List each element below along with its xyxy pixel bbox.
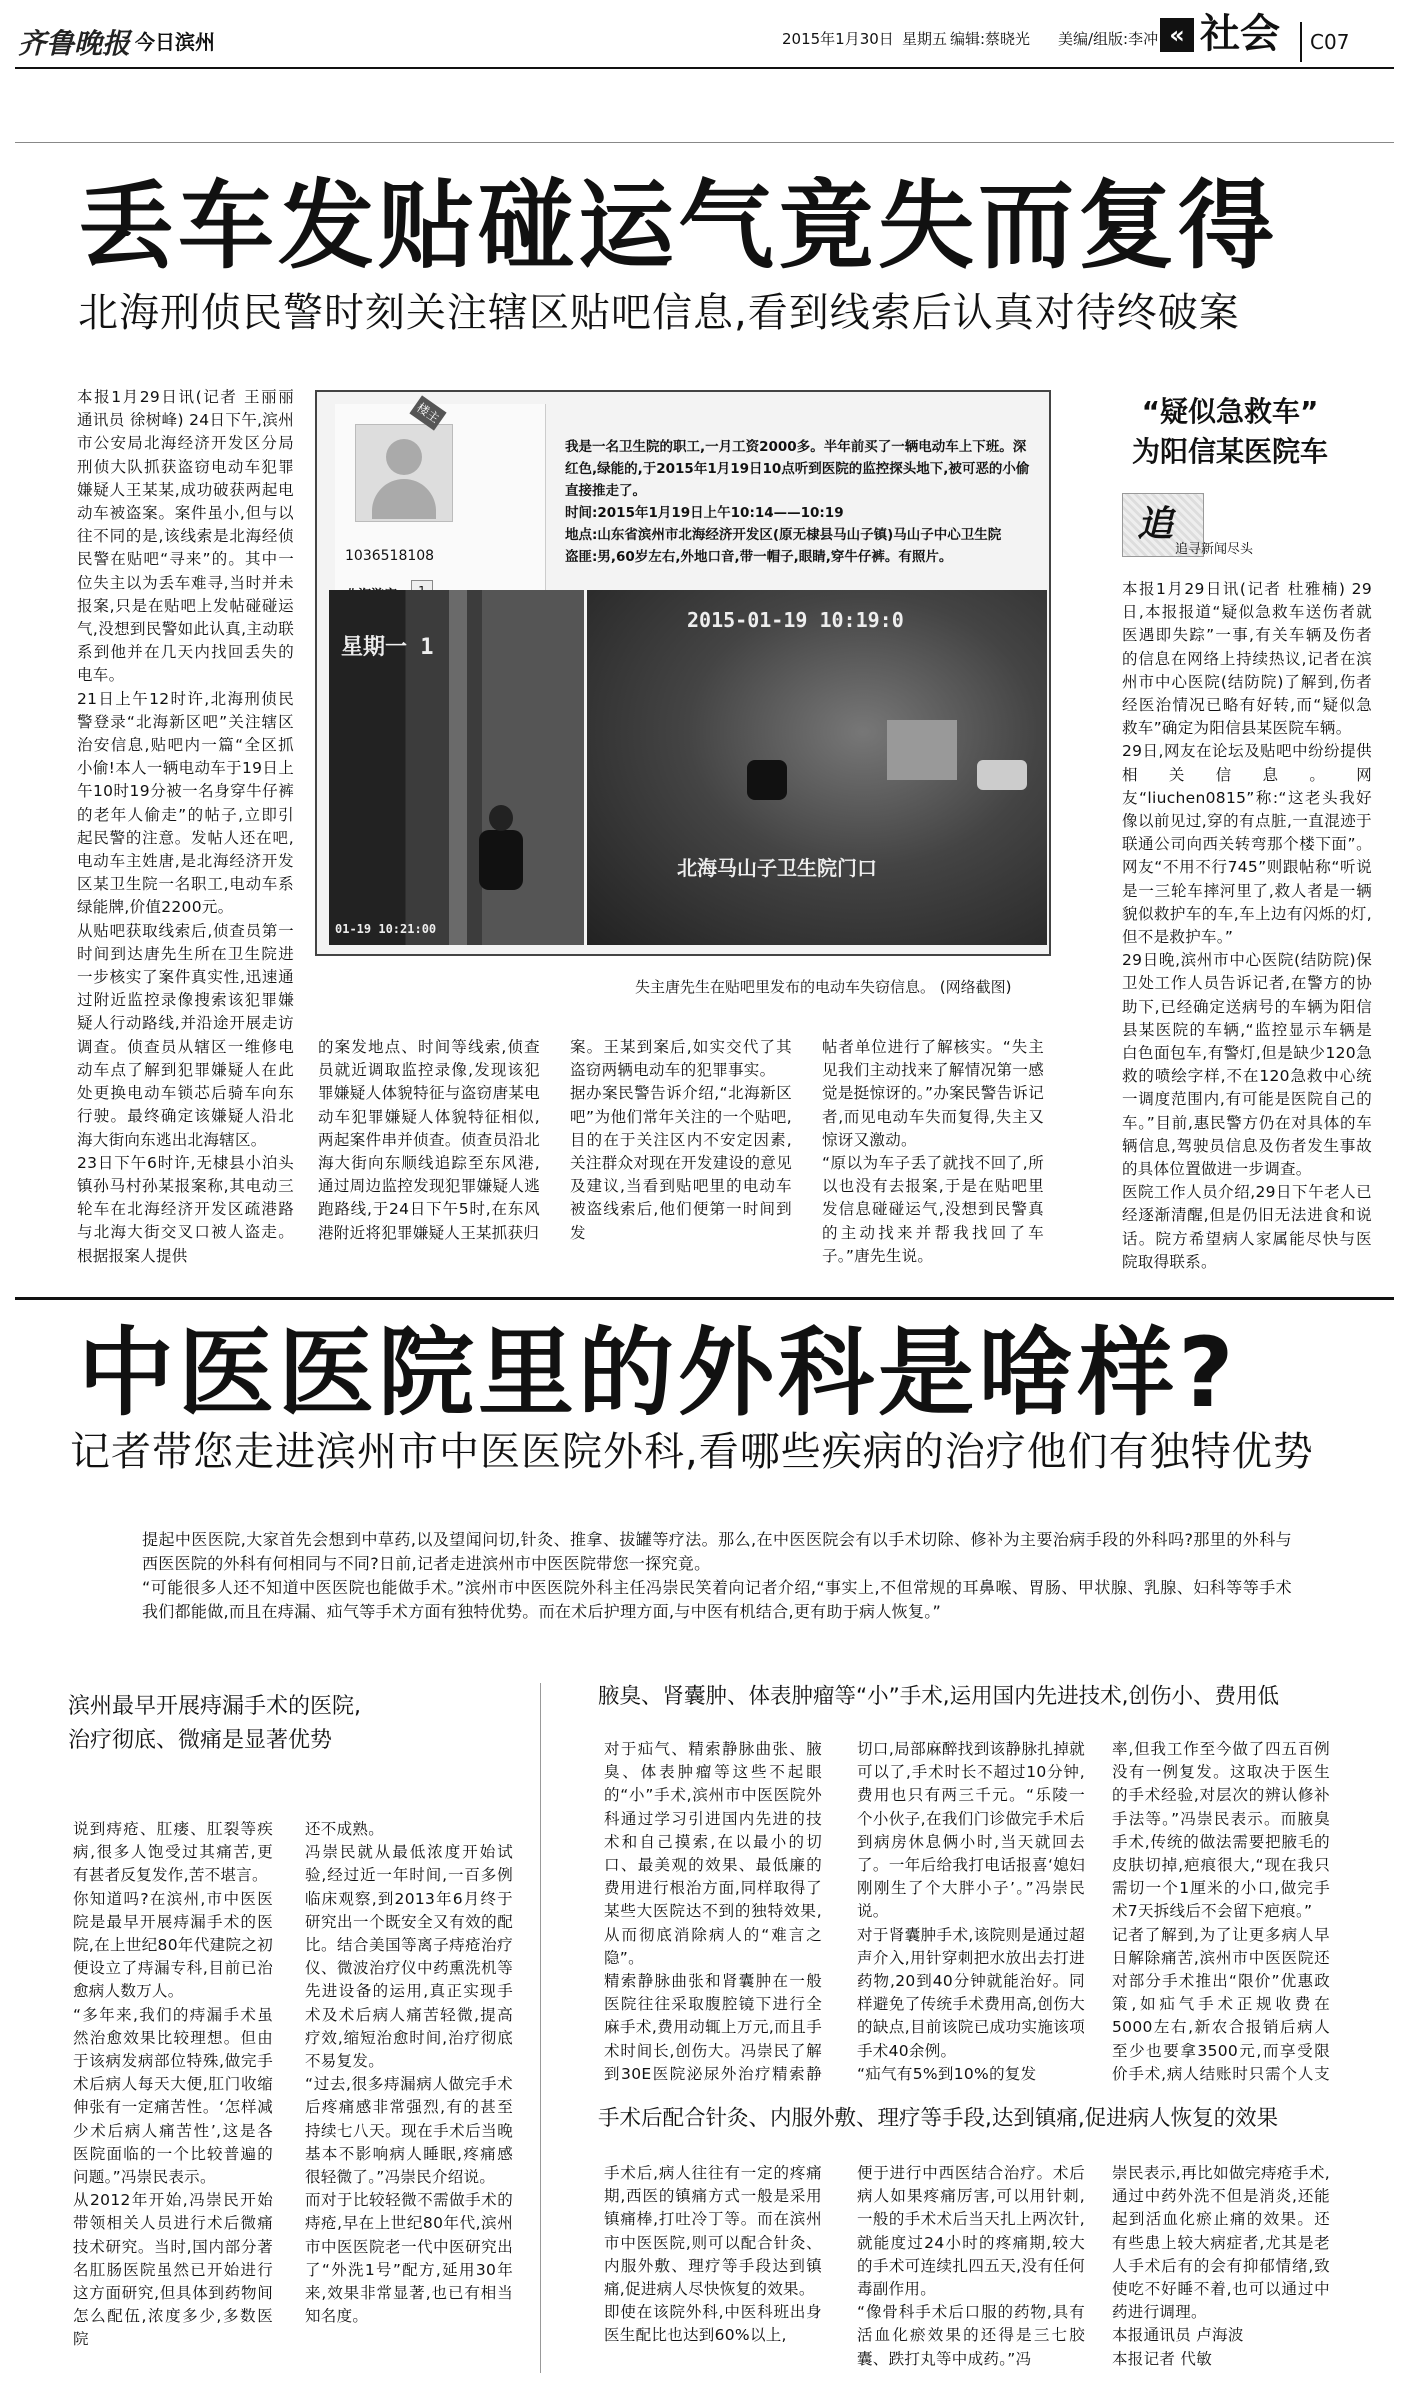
photo-caption: 失主唐先生在贴吧里发布的电动车失窃信息。 (网络截图): [635, 978, 1012, 996]
avatar-body-icon: [372, 479, 436, 519]
section-a-title-line1: 滨州最早开展痔漏手术的医院,: [68, 1694, 361, 1719]
section-name: 社会: [1200, 11, 1280, 57]
cctv-frame-gate: [587, 590, 1047, 945]
cam1-timestamp: 星期一 1: [341, 635, 434, 660]
section-b-col1: 对于疝气、精索静脉曲张、腋臭、体表肿瘤等这些不起眼的“小”手术,滨州市中医医院外科通过学习引进国内先进的技术和自己摸索,在以最小的切口、最美观的效果、最低廉的费用进行根治方面,同样取得了某些大医院达不到的独特效果,从而彻底消除病人的“难言之隐”。 精索静脉曲张和肾囊肿在一般医院往往采取腹腔镜下进行全麻手术,费用动辄上万元,而且手术时间长,创伤大。冯崇民了解到30E医院泌尿外治疗精索静: [604, 1740, 822, 2083]
forum-user-id: 1036518108: [345, 548, 435, 564]
story1-col1: 本报1月29日讯(记者 王丽丽 通讯员 徐树峰) 24日下午,滨州市公安局北海经济开发区分局刑侦大队抓获盗窃电动车犯罪嫌疑人王某某,成功破获两起电动车被盗案。案件虽小,但与以往不同的是,该线索是北海经侦民警在贴吧“寻来”的。其中一位失主以为丢车难寻,当时并未报案,只是在贴吧上发帖碰碰运气,没想到民警如此认真,主动联系到他并在几天内找回丢失的电车。 21日上午12时许,北海刑侦民警登录“北海新区吧”关注辖区治安信息,贴吧内一篇“全区抓小偷!本人一辆电动车于19日上午10时19分被一名身穿牛仔裤的老年人偷走”的帖子,立即引起民警的注意。发帖人还在吧,电动车主姓唐,是北海经济开发区某卫生院一名职工,电动车系绿能牌,价值2200元。 从贴吧获取线索后,侦查员第一时间到达唐先生所在卫生院进一步核实了案件真实性,迅速通过附近监控录像搜索该犯罪嫌疑人行动路线,并沿途开展走访调查。侦查员从辖区一维修电动车点了解到犯罪嫌疑人在此处更换电动车锁芯后骑车向东行驶。最终确定该嫌疑人沿北海大街向东逃出北海辖区。 23日下午6时许,无棣县小泊头镇孙马村孙某报案称,其电动三轮车在北海经济开发区疏港路与北海大街交叉口被人盗走。根据报案人提供: [77, 388, 294, 1265]
cam2-location-label: 北海马山子卫生院门口: [677, 856, 877, 880]
avatar-head-icon: [386, 439, 422, 475]
sidebar-title-line2: 为阳信某医院车: [1131, 435, 1328, 468]
sidebar-title-line1: “疑似急救车”: [1141, 395, 1319, 428]
section-arrow-icon: «: [1160, 18, 1194, 52]
section-b-col2: 切口,局部麻醉找到该静脉扎掉就可以了,手术时长不超过10分钟,费用也只有两三千元。“乐陵一个小伙子,在我们门诊做完手术后到病房休息俩小时,当天就回去了。一年后给我打电话报喜‘媳妇刚刚生了个大胖小子’。”冯崇民说。 对于肾囊肿手术,该院则是通过超声介入,用针穿刺把水放出去打进药物,20到40分钟就能治好。同样避免了传统手术费用高,创伤大的缺点,目前该院已成功实施该项手术40余例。 “疝气有5%到10%的复发: [857, 1740, 1085, 2083]
story2-headline: 中医医院里的外科是啥样?: [78, 1317, 1238, 1429]
section-c-col1: 手术后,病人往往有一定的疼痛期,西医的镇痛方式一般是采用镇痛棒,打吐冷丁等。而在滨州市中医医院,则可以配合针灸、内服外敷、理疗等手段达到镇痛,促进病人尽快恢复的效果。 即使在该院外科,中医科班出身医生配比也达到60%以上,: [604, 2164, 822, 2345]
header-rule: [15, 67, 1394, 69]
story1-headline: 丢车发贴碰运气竟失而复得: [78, 170, 1278, 282]
forum-post-body: [565, 436, 1035, 568]
story2-subhead: 记者带您走进滨州市中医医院外科,看哪些疾病的治疗他们有独特优势: [70, 1429, 1314, 1475]
section-a-title-line2: 治疗彻底、微痛是显著优势: [68, 1728, 333, 1753]
story1-col3: 案。王某到案后,如实交代了其盗窃两辆电动车的犯罪事实。 据办案民警告诉介绍,“北海新区吧”为他们常年关注的一个贴吧,目的在于关注区内不安定因素,关注群众对现在开发建设的意见及建议,当看到贴吧里的电动车被盗线索后,他们便第一时间到发: [570, 1038, 792, 1242]
section-c-col3: 崇民表示,再比如做完痔疮手术,通过中药外洗不但是消炎,还能起到活血化瘀止痛的效果。还有些患上较大病症者,尤其是老人手术后有的会有抑郁情绪,致使吃不好睡不着,也可以通过中药进行调理。 本报通讯员 卢海波 本报记者 代敏: [1112, 2164, 1330, 2368]
editor-credit: 编辑:蔡晓光: [950, 30, 1031, 48]
badge-subtitle: 追寻新闻尽头: [1175, 542, 1254, 557]
suspect-scooter: [747, 760, 787, 800]
story1-subhead: 北海刑侦民警时刻关注辖区贴吧信息,看到线索后认真对待终破案: [78, 290, 1240, 336]
parked-car: [977, 760, 1027, 790]
section-c-title: 手术后配合针灸、内服外敷、理疗等手段,达到镇痛,促进病人恢复的效果: [598, 2106, 1279, 2131]
op-corner-tag: 楼主: [409, 395, 446, 430]
story1-col2: 的案发地点、时间等线索,侦查员就近调取监控录像,发现该犯罪嫌疑人体貌特征与盗窃唐某电动车犯罪嫌疑人体貌特征相似,两起案件串并侦查。侦查员沿北海大街向东顺线追踪至东风港,通过周边监控发现犯罪嫌疑人逃跑路线,于24日下午5时,在东风港附近将犯罪嫌疑人王某抓获归: [318, 1038, 540, 1242]
post-text: 我是一名卫生院的职工,一月工资2000多。半年前买了一辆电动车上下班。深红色,绿能的,于2015年1月19日10点听到医院的监控探头地下,被可恶的小偷直接推走了。: [565, 439, 1030, 499]
post-place: 地点:山东省滨州市北海经济开发区(原无棣县马山子镇)马山子中心卫生院: [565, 527, 1002, 543]
cam1-bottom-timestamp: 01-19 10:21:00: [335, 922, 437, 936]
post-time: 时间:2015年1月19日上午10:14——10:19: [565, 505, 844, 521]
edition-name: 今日滨州: [135, 30, 215, 54]
issue-weekday: 星期五: [902, 30, 948, 48]
story1-col4: 帖者单位进行了解核实。“失主见我们主动找来了解情况第一感觉是挺惊讶的。”办案民警告诉记者,而见电动车失而复得,失主又惊讶又激动。 “原以为车子丢了就找不回了,所以也没有去报案,于是在贴吧里发信息碰碰运气,没想到民警真的主动找来并帮我找回了车子。”唐先生说。: [822, 1038, 1044, 1265]
story-divider: [15, 1297, 1394, 1300]
sidebar-body: 本报1月29日讯(记者 杜雅楠) 29日,本报报道“疑似急救车送伤者就医遇即失踪”一事,有关车辆及伤者的信息在网络上持续热议,记者在滨州市中心医院(结防院)了解到,伤者经医治情况已略有好转,而“疑似急救车”确定为阳信县某医院车辆。 29日,网友在论坛及贴吧中纷纷提供相关信息。网友“liuchen0815”称:“这老头我好像以前见过,穿的有点脏,一直混迹于联通公司向西关转弯那个楼下面”。网友“不用不行745”则跟帖称“听说是一三轮车摔河里了,救人者是一辆貌似救护车的车,车上边有闪烁的灯,但不是救护车。” 29日晚,滨州市中心医院(结防院)保卫处工作人员告诉记者,在警方的协助下,已经确定送病号的车辆为阳信县某医院的车辆,“监控显示车辆是白色面包车,有警灯,但是缺少120急救的喷绘字样,不在120急救中心统一调度范围内,有可能是医院自己的车。”目前,惠民警方仍在对具体的车辆信息,驾驶员信息及伤者发生事故的具体位置做进一步调查。 医院工作人员介绍,29日下午老人已经逐渐清醒,但是仍旧无法进食和说话。院方希望病人家属能尽快与医院取得联系。: [1122, 580, 1372, 1271]
badge-main-char: 追: [1137, 503, 1174, 545]
section-c-col2: 便于进行中西医结合治疗。术后病人如果疼痛厉害,可以用针刺,一般的手术术后当天扎上两次针,就能度过24小时的疼痛期,较大的手术可连续扎四五天,没有任何毒副作用。 “像骨科手术后口服的药物,具有活血化瘀效果的还得是三七胶囊、跌打丸等中成药。”冯: [857, 2164, 1085, 2368]
column-divider: [540, 1683, 541, 2373]
header-rule-thin: [15, 142, 1394, 143]
forum-screenshot: [315, 390, 1051, 956]
issue-date: 2015年1月30日: [782, 30, 894, 48]
header-divider: [1300, 22, 1302, 62]
building-shape: [887, 720, 957, 780]
section-a-col1: 说到痔疮、肛瘘、肛裂等疾病,很多人饱受过其痛苦,更有甚者反复发作,苦不堪言。 你知道吗?在滨州,市中医医院是最早开展痔漏手术的医院,在上世纪80年代建院之初便设立了痔漏专科,目前已治愈病人数万人。 “多年来,我们的痔漏手术虽然治愈效果比较理想。但由于该病发病部位特殊,做完手术后病人每天大便,肛门收缩伸张有一定痛苦性。‘怎样减少术后病人痛苦性’,这是各医院面临的一个比较普遍的问题。”冯崇民表示。 从2012年开始,冯崇民开始带领相关人员进行术后微痛技术研究。当时,国内部分著名肛肠医院虽然已开始进行这方面研究,但具体到药物间怎么配伍,浓度多少,多数医院: [73, 1820, 273, 2349]
section-b-col3: 率,但我工作至今做了四五百例没有一例复发。这取决于医生的手术经验,对层次的辨认修补手法等。”冯崇民表示。而腋臭手术,传统的做法需要把腋毛的皮肤切掉,疤痕很大,“现在我只需切一个1厘米的小口,做完手术7天拆线后不会留下疤痕。” 记者了解到,为了让更多病人早日解除痛苦,滨州市中医医院还对部分手术推出“限价”优惠政策,如疝气手术正规收费在5000左右,新农合报销后病人至少也要拿3500元,而享受限价手术,病人结账时只需个人支: [1112, 1740, 1330, 2083]
avatar: [355, 424, 453, 522]
cam2-timestamp: 2015-01-19 10:19:0: [687, 608, 904, 632]
art-editor-credit: 美编/组版:李冲: [1058, 30, 1159, 48]
post-thief: 盗匪:男,60岁左右,外地口音,带一帽子,眼睛,穿牛仔裤。有照片。: [565, 549, 953, 565]
masthead-logo: 齐鲁晚报: [18, 27, 131, 60]
page-number: C07: [1310, 30, 1350, 54]
section-a-col2: 还不成熟。 冯崇民就从最低浓度开始试验,经过近一年时间,一百多例临床观察,到2013年6月终于研究出一个既安全又有效的配比。结合美国等离子痔疮治疗仪、微波治疗仪中药熏洗机等先进设备的运用,真正实现手术及术后病人痛苦轻微,提高疗效,缩短治愈时间,治疗彻底不易复发。 “过去,很多痔漏病人做完手术后疼痛感非常强烈,有的甚至持续七八天。现在手术后当晚基本不影响病人睡眠,疼痛感很轻微了。”冯崇民介绍说。 而对于比较轻微不需做手术的痔疮,早在上世纪80年代,滨州市中医医院老一代中医研究出了“外洗1号”配方,延用30年来,效果非常显著,也已有相当知名度。: [305, 1820, 513, 2326]
section-b-title: 腋臭、肾囊肿、体表肿瘤等“小”手术,运用国内先进技术,创伤小、费用低: [598, 1684, 1279, 1709]
sidebar-title: [1070, 392, 1390, 472]
story2-intro: 提起中医医院,大家首先会想到中草药,以及望闻问切,针灸、推拿、拔罐等疗法。那么,在中医医院会有以手术切除、修补为主要治病手段的外科吗?那里的外科与西医医院的外科有何相同与不同?日前,记者走进滨州市中医医院带您一探究竟。 “可能很多人还不知道中医医院也能做手术。”滨州市中医医院外科主任冯崇民笑着向记者介绍,“事实上,不但常规的耳鼻喉、胃肠、甲状腺、乳腺、妇科等等手术我们都能做,而且在痔漏、疝气等手术方面有独特优势。而在术后护理方面,与中医有机结合,更有助于病人恢复。”: [142, 1530, 1292, 1621]
suspect-figure: [479, 830, 523, 890]
section-a-title: [68, 1690, 568, 1758]
cctv-frame-corridor: [329, 590, 584, 945]
